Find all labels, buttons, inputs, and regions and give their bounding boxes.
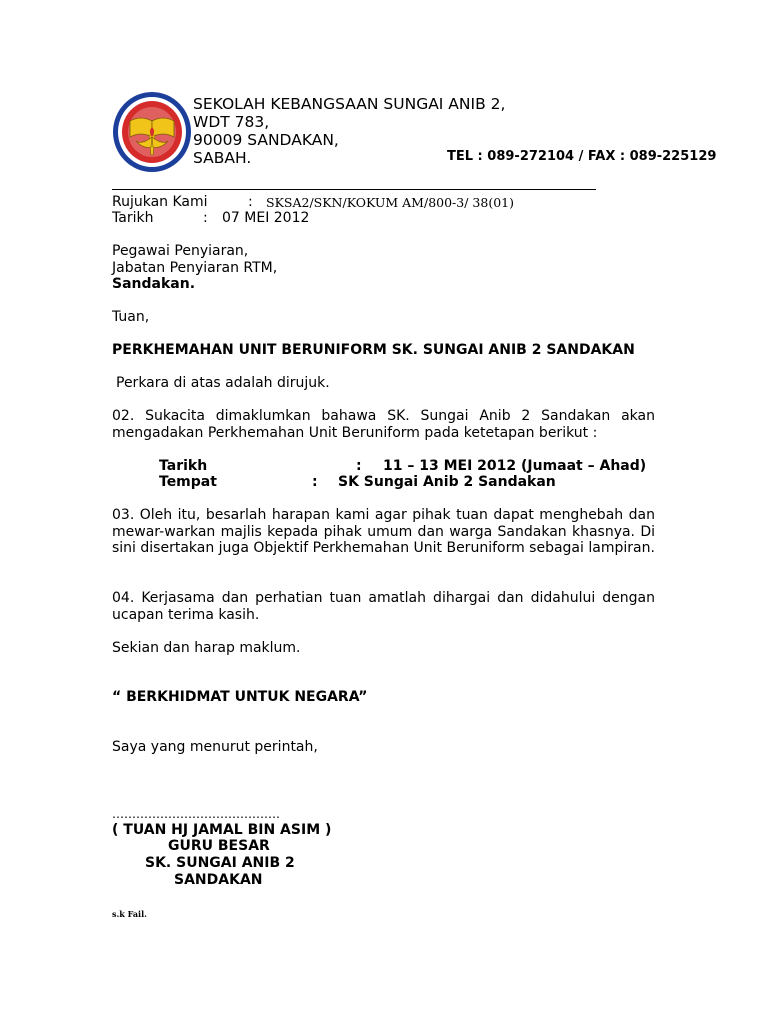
rujukan-value: SKSA2/SKN/KOKUM AM/800-3/ 38(01): [266, 195, 514, 210]
rujukan-label: Rujukan Kami: [112, 194, 208, 210]
recipient-line-3: Sandakan.: [112, 276, 196, 292]
signoff-line: Saya yang menurut perintah,: [112, 739, 318, 755]
school-address-line-3: 90009 SANDAKAN,: [193, 131, 339, 149]
salutation: Tuan,: [112, 309, 150, 325]
detail-tempat-value: SK Sungai Anib 2 Sandakan: [338, 474, 556, 490]
detail-tarikh-label: Tarikh: [159, 458, 208, 474]
motto: “ BERKHIDMAT UNTUK NEGARA”: [112, 689, 368, 705]
header-divider: [112, 189, 596, 190]
tarikh-value: 07 MEI 2012: [222, 210, 310, 226]
recipient-line-2: Jabatan Penyiaran RTM,: [112, 260, 278, 276]
paragraph-02: 02. Sukacita dimaklumkan bahawa SK. Sungai Anib 2 Sandakan akan mengadakan Perkhemahan Unit Beruniform pada ketetapan berikut :: [112, 408, 655, 441]
school-name-line-1: SEKOLAH KEBANGSAAN SUNGAI ANIB 2,: [193, 95, 506, 113]
recipient-line-1: Pegawai Penyiaran,: [112, 243, 249, 259]
signatory-town: SANDAKAN: [174, 872, 263, 888]
paragraph-03: 03. Oleh itu, besarlah harapan kami agar pihak tuan dapat menghebah dan mewar-warkan majlis kepada pihak umum dan warga Sandakan khasnya. Di sini disertakan juga Objektif Perkhemahan Unit Beruniform sebagai lampiran.: [112, 507, 655, 556]
tel-fax: TEL : 089-272104 / FAX : 089-225129: [447, 149, 717, 164]
signature-dots: ……………………………………: [112, 807, 280, 821]
tarikh-separator: :: [203, 210, 208, 226]
subject-line: PERKHEMAHAN UNIT BERUNIFORM SK. SUNGAI ANIB 2 SANDAKAN: [112, 342, 635, 358]
intro-text: Perkara di atas adalah dirujuk.: [116, 375, 330, 391]
signatory-title: GURU BESAR: [168, 838, 270, 854]
detail-tempat-separator: :: [312, 474, 318, 490]
rujukan-separator: :: [248, 194, 253, 210]
paragraph-04: 04. Kerjasama dan perhatian tuan amatlah dihargai dan didahului dengan ucapan terima kasih.: [112, 590, 655, 623]
signatory-name: ( TUAN HJ JAMAL BIN ASIM ): [112, 822, 332, 838]
school-logo: [112, 91, 192, 173]
detail-tarikh-value: 11 – 13 MEI 2012 (Jumaat – Ahad): [383, 458, 647, 474]
signatory-school: SK. SUNGAI ANIB 2: [145, 855, 295, 871]
cc-note: s.k Fail.: [112, 909, 147, 919]
closing-line: Sekian dan harap maklum.: [112, 640, 301, 656]
detail-tarikh-separator: :: [356, 458, 362, 474]
school-address-line-4: SABAH.: [193, 149, 252, 167]
school-address-line-2: WDT 783,: [193, 113, 270, 131]
tarikh-label: Tarikh: [112, 210, 154, 226]
detail-tempat-label: Tempat: [159, 474, 217, 490]
